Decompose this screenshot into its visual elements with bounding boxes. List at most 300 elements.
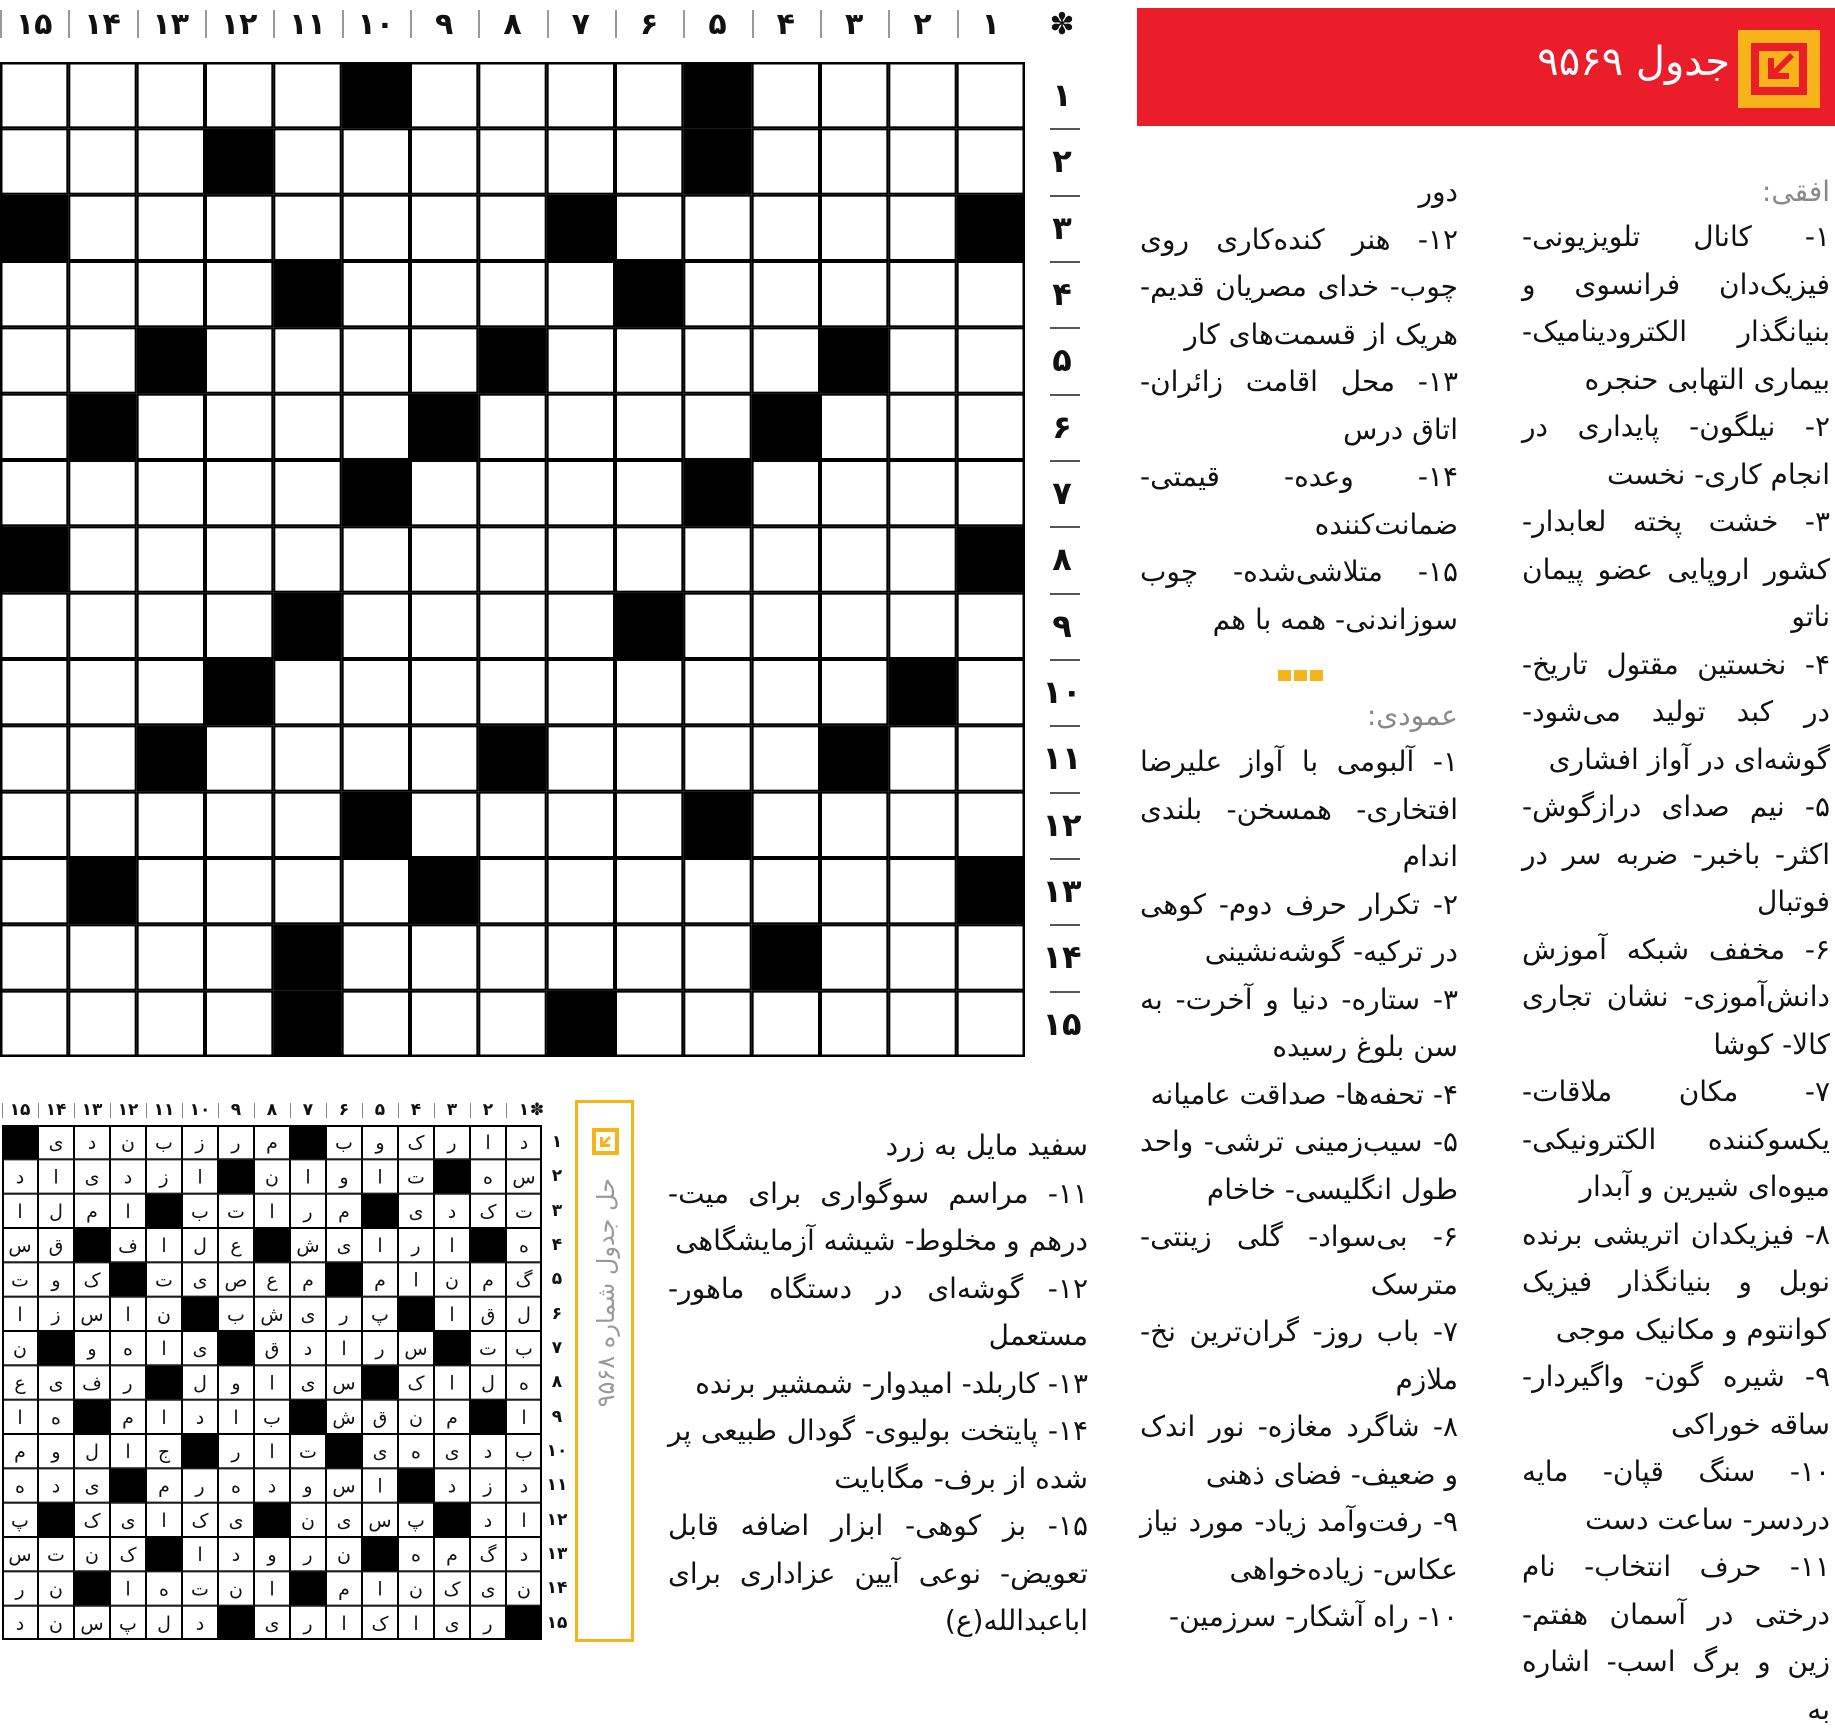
grid-cell[interactable] xyxy=(753,196,819,260)
grid-cell[interactable] xyxy=(889,196,955,260)
grid-cell[interactable] xyxy=(343,395,409,459)
grid-cell[interactable] xyxy=(1,859,67,923)
grid-cell[interactable] xyxy=(684,925,750,989)
solution-black-cell xyxy=(183,1297,218,1330)
grid-cell[interactable] xyxy=(1,660,67,724)
grid-cell[interactable] xyxy=(69,925,135,989)
grid-cell[interactable] xyxy=(138,196,204,260)
solution-letter: ک xyxy=(191,1509,209,1532)
across-clues-column-2: دور ۱۲- هنر کنده‌کاری روی چوب- خدای مصریان قدیم- هریک از قسمت‌های کار ۱۳- محل اقامت زائران- اتاق درس ۱۴- وعده- قیمتی- ضمانت‌کننده ۱۵- متلاشی‌شده- چوب سوزاندنی- همه با هم xyxy=(1140,175,1458,636)
black-cell xyxy=(274,262,340,326)
grid-cell[interactable] xyxy=(206,992,272,1056)
solution-black-cell xyxy=(471,1229,506,1262)
column-separator xyxy=(547,10,549,38)
grid-cell[interactable] xyxy=(206,859,272,923)
solution-column-separator xyxy=(326,1103,327,1118)
solution-letter: م xyxy=(122,1406,134,1429)
grid-cell[interactable] xyxy=(343,992,409,1056)
grid-cell[interactable] xyxy=(274,527,340,591)
grid-cell[interactable] xyxy=(411,793,477,857)
puzzle-title: جدول ۹۵۶۹ xyxy=(1537,39,1730,85)
grid-cell[interactable] xyxy=(616,196,682,260)
solution-letter: د xyxy=(447,1475,457,1498)
solution-letter: م xyxy=(446,1406,458,1429)
solution-letter: و xyxy=(87,1338,97,1361)
grid-cell[interactable] xyxy=(753,992,819,1056)
grid-cell[interactable] xyxy=(206,461,272,525)
grid-cell[interactable] xyxy=(753,660,819,724)
grid-cell[interactable] xyxy=(548,461,614,525)
black-cell xyxy=(343,461,409,525)
solution-letter: ن xyxy=(409,1406,423,1429)
solution-letter: ب xyxy=(227,1303,245,1326)
solution-letter: ا xyxy=(197,1166,203,1189)
grid-cell[interactable] xyxy=(343,925,409,989)
solution-column-separator xyxy=(254,1103,255,1118)
grid-cell[interactable] xyxy=(616,527,682,591)
grid-cell[interactable] xyxy=(821,992,887,1056)
solution-letter: ف xyxy=(82,1372,102,1395)
grid-cell[interactable] xyxy=(479,660,545,724)
solution-letter: ن xyxy=(265,1166,279,1189)
grid-cell[interactable] xyxy=(138,925,204,989)
grid-cell[interactable] xyxy=(616,129,682,193)
grid-cell[interactable] xyxy=(411,992,477,1056)
grid-cell[interactable] xyxy=(479,196,545,260)
grid-cell[interactable] xyxy=(753,461,819,525)
grid-cell[interactable] xyxy=(548,63,614,127)
solution-letter: ا xyxy=(269,1441,275,1464)
solution-letter: ا xyxy=(341,1338,347,1361)
grid-cell[interactable] xyxy=(1,395,67,459)
black-cell xyxy=(684,461,750,525)
solution-black-cell xyxy=(3,1126,38,1159)
solution-column-separator xyxy=(2,1103,3,1118)
grid-cell[interactable] xyxy=(889,328,955,392)
solution-letter: ر xyxy=(339,1303,349,1326)
grid-cell[interactable] xyxy=(616,859,682,923)
grid-cell[interactable] xyxy=(958,925,1024,989)
grid-cell[interactable] xyxy=(958,395,1024,459)
grid-cell[interactable] xyxy=(684,262,750,326)
grid-cell[interactable] xyxy=(69,129,135,193)
grid-cell[interactable] xyxy=(684,859,750,923)
black-cell xyxy=(343,793,409,857)
grid-cell[interactable] xyxy=(411,63,477,127)
grid-cell[interactable] xyxy=(684,726,750,790)
solution-black-cell xyxy=(183,1435,218,1468)
grid-cell[interactable] xyxy=(684,594,750,658)
column-separator xyxy=(68,10,70,38)
grid-cell[interactable] xyxy=(479,527,545,591)
grid-cell[interactable] xyxy=(889,63,955,127)
grid-cell[interactable] xyxy=(274,328,340,392)
grid-cell[interactable] xyxy=(684,660,750,724)
grid-cell[interactable] xyxy=(274,63,340,127)
grid-cell[interactable] xyxy=(548,262,614,326)
grid-cell[interactable] xyxy=(69,196,135,260)
solution-letter: ی xyxy=(228,1509,244,1532)
grid-cell[interactable] xyxy=(274,793,340,857)
grid-cell[interactable] xyxy=(889,395,955,459)
grid-cell[interactable] xyxy=(69,594,135,658)
grid-cell[interactable] xyxy=(69,527,135,591)
solution-letter: ا xyxy=(449,1303,455,1326)
solution-letter: ا xyxy=(125,1200,131,1223)
row-label: ۱۳ xyxy=(1042,872,1082,910)
grid-cell[interactable] xyxy=(69,328,135,392)
solution-letter: پ xyxy=(11,1509,29,1532)
solution-letter: ز xyxy=(159,1166,169,1189)
grid-cell[interactable] xyxy=(69,660,135,724)
solution-letter: و xyxy=(375,1132,385,1155)
solution-letter: ر xyxy=(195,1475,205,1498)
solution-letter: د xyxy=(519,1544,529,1567)
grid-cell[interactable] xyxy=(343,129,409,193)
black-cell xyxy=(69,395,135,459)
column-separator xyxy=(410,10,412,38)
grid-cell[interactable] xyxy=(343,859,409,923)
column-label: ۳ xyxy=(845,7,864,42)
solution-black-cell xyxy=(219,1160,254,1193)
row-separator xyxy=(1050,327,1080,329)
grid-cell[interactable] xyxy=(548,859,614,923)
grid-cell[interactable] xyxy=(274,129,340,193)
grid-cell[interactable] xyxy=(479,594,545,658)
grid-cell[interactable] xyxy=(138,660,204,724)
grid-cell[interactable] xyxy=(1,726,67,790)
solution-letter: ا xyxy=(341,1612,347,1635)
grid-cell[interactable] xyxy=(206,925,272,989)
grid-cell[interactable] xyxy=(889,726,955,790)
row-label: ۱۵ xyxy=(1042,1004,1082,1043)
grid-cell[interactable] xyxy=(138,594,204,658)
grid-cell[interactable] xyxy=(206,262,272,326)
grid-cell[interactable] xyxy=(343,196,409,260)
solution-letter: ا xyxy=(125,1303,131,1326)
grid-cell[interactable] xyxy=(958,793,1024,857)
solution-letter: ل xyxy=(481,1372,495,1395)
black-cell xyxy=(753,925,819,989)
grid-cell[interactable] xyxy=(821,527,887,591)
grid-cell[interactable] xyxy=(274,196,340,260)
solution-row-label: ۶ xyxy=(551,1303,563,1324)
solution-letter: م xyxy=(266,1132,278,1155)
solution-letter: ل xyxy=(193,1372,207,1395)
solution-letter: م xyxy=(374,1269,386,1292)
grid-cell[interactable] xyxy=(343,660,409,724)
grid-cell[interactable] xyxy=(821,196,887,260)
grid-cell[interactable] xyxy=(411,660,477,724)
solution-column-label: ۳ xyxy=(446,1100,458,1120)
grid-cell[interactable] xyxy=(889,461,955,525)
grid-cell[interactable] xyxy=(548,660,614,724)
solution-letter: س xyxy=(80,1612,104,1635)
solution-letter: ت xyxy=(407,1166,425,1189)
grid-cell[interactable] xyxy=(343,328,409,392)
grid-cell[interactable] xyxy=(821,461,887,525)
grid-cell[interactable] xyxy=(1,63,67,127)
column-label: ۲ xyxy=(913,7,932,42)
grid-cell[interactable] xyxy=(753,527,819,591)
grid-cell[interactable] xyxy=(206,594,272,658)
solution-letter: س xyxy=(8,1544,32,1567)
grid-cell[interactable] xyxy=(889,992,955,1056)
grid-cell[interactable] xyxy=(821,129,887,193)
grid-cell[interactable] xyxy=(411,594,477,658)
solution-black-cell xyxy=(219,1606,254,1639)
grid-cell[interactable] xyxy=(821,925,887,989)
solution-black-cell xyxy=(291,1400,326,1433)
grid-cell[interactable] xyxy=(616,328,682,392)
grid-cell[interactable] xyxy=(69,63,135,127)
grid-cell[interactable] xyxy=(479,262,545,326)
solution-letter: ی xyxy=(444,1441,460,1464)
solution-letter: ک xyxy=(407,1372,425,1395)
solution-letter: ب xyxy=(191,1200,209,1223)
solution-letter: ا xyxy=(377,1578,383,1601)
grid-cell[interactable] xyxy=(616,925,682,989)
solution-black-cell xyxy=(471,1400,506,1433)
grid-cell[interactable] xyxy=(616,63,682,127)
grid-cell[interactable] xyxy=(274,461,340,525)
solution-letter: س xyxy=(8,1235,32,1258)
solution-letter: س xyxy=(332,1372,356,1395)
grid-cell[interactable] xyxy=(69,262,135,326)
solution-letter: ل xyxy=(157,1612,171,1635)
grid-cell[interactable] xyxy=(138,395,204,459)
grid-cell[interactable] xyxy=(411,726,477,790)
grid-cell[interactable] xyxy=(138,992,204,1056)
grid-cell[interactable] xyxy=(1,594,67,658)
grid-cell[interactable] xyxy=(753,328,819,392)
grid-cell[interactable] xyxy=(411,196,477,260)
grid-cell[interactable] xyxy=(753,129,819,193)
grid-cell[interactable] xyxy=(889,527,955,591)
grid-cell[interactable] xyxy=(753,262,819,326)
solution-letter: ی xyxy=(192,1269,208,1292)
grid-cell[interactable] xyxy=(69,461,135,525)
grid-cell[interactable] xyxy=(274,726,340,790)
grid-cell[interactable] xyxy=(69,992,135,1056)
grid-cell[interactable] xyxy=(274,859,340,923)
grid-cell[interactable] xyxy=(821,594,887,658)
grid-cell[interactable] xyxy=(274,395,340,459)
grid-cell[interactable] xyxy=(753,63,819,127)
grid-cell[interactable] xyxy=(548,527,614,591)
grid-cell[interactable] xyxy=(958,328,1024,392)
grid-cell[interactable] xyxy=(411,461,477,525)
grid-cell[interactable] xyxy=(889,262,955,326)
grid-cell[interactable] xyxy=(548,726,614,790)
solution-row-label: ۱۳ xyxy=(546,1544,568,1564)
column-separator xyxy=(683,10,685,38)
grid-cell[interactable] xyxy=(958,992,1024,1056)
grid-cell[interactable] xyxy=(548,925,614,989)
black-cell xyxy=(138,328,204,392)
grid-cell[interactable] xyxy=(684,196,750,260)
grid-cell[interactable] xyxy=(479,395,545,459)
black-cell xyxy=(343,63,409,127)
column-separator xyxy=(752,10,754,38)
grid-cell[interactable] xyxy=(889,793,955,857)
grid-cell[interactable] xyxy=(479,461,545,525)
grid-cell[interactable] xyxy=(753,793,819,857)
row-label: ۱۲ xyxy=(1042,805,1082,844)
grid-cell[interactable] xyxy=(821,63,887,127)
grid-cell[interactable] xyxy=(343,527,409,591)
solution-letter: ر xyxy=(303,1612,313,1635)
grid-cell[interactable] xyxy=(616,726,682,790)
grid-cell[interactable] xyxy=(206,527,272,591)
column-label: ۴ xyxy=(776,7,795,42)
solution-letter: گ xyxy=(479,1544,497,1567)
grid-cell[interactable] xyxy=(138,63,204,127)
grid-cell[interactable] xyxy=(616,793,682,857)
grid-cell[interactable] xyxy=(958,129,1024,193)
grid-cell[interactable] xyxy=(1,262,67,326)
grid-cell[interactable] xyxy=(684,328,750,392)
grid-cell[interactable] xyxy=(821,793,887,857)
grid-cell[interactable] xyxy=(274,660,340,724)
column-separator xyxy=(205,10,207,38)
solution-letter: د xyxy=(123,1166,133,1189)
grid-cell[interactable] xyxy=(616,461,682,525)
solution-letter: ت xyxy=(299,1441,317,1464)
grid-cell[interactable] xyxy=(138,793,204,857)
black-cell xyxy=(958,196,1024,260)
grid-cell[interactable] xyxy=(479,129,545,193)
solution-black-cell xyxy=(111,1263,146,1296)
grid-cell[interactable] xyxy=(206,793,272,857)
solution-row-label: ۷ xyxy=(551,1338,563,1358)
grid-cell[interactable] xyxy=(479,992,545,1056)
grid-cell[interactable] xyxy=(958,594,1024,658)
solution-letter: ت xyxy=(11,1269,29,1292)
grid-cell[interactable] xyxy=(1,461,67,525)
grid-cell[interactable] xyxy=(684,395,750,459)
solution-letter: ا xyxy=(521,1509,527,1532)
grid-cell[interactable] xyxy=(206,328,272,392)
column-separator xyxy=(137,10,139,38)
grid-cell[interactable] xyxy=(138,859,204,923)
column-label: ۱۵ xyxy=(15,7,53,42)
grid-cell[interactable] xyxy=(821,395,887,459)
grid-cell[interactable] xyxy=(206,196,272,260)
grid-cell[interactable] xyxy=(1,328,67,392)
grid-cell[interactable] xyxy=(411,129,477,193)
solution-letter: ب xyxy=(263,1406,281,1429)
column-separator xyxy=(820,10,822,38)
solution-letter: د xyxy=(519,1475,529,1498)
grid-cell[interactable] xyxy=(206,726,272,790)
solution-letter: م xyxy=(86,1200,98,1223)
solution-letter: ا xyxy=(53,1166,59,1189)
grid-cell[interactable] xyxy=(958,262,1024,326)
grid-cell[interactable] xyxy=(479,63,545,127)
solution-star-symbol: ✽ xyxy=(529,1100,545,1120)
row-label: ۱۰ xyxy=(1042,673,1082,711)
grid-cell[interactable] xyxy=(138,527,204,591)
grid-cell[interactable] xyxy=(411,262,477,326)
grid-cell[interactable] xyxy=(958,461,1024,525)
grid-cell[interactable] xyxy=(343,594,409,658)
grid-cell[interactable] xyxy=(1,129,67,193)
grid-cell[interactable] xyxy=(138,129,204,193)
solution-label: حل جدول شماره ۹۵۶۸ xyxy=(592,1178,620,1408)
grid-cell[interactable] xyxy=(889,859,955,923)
grid-cell[interactable] xyxy=(548,328,614,392)
black-cell xyxy=(548,992,614,1056)
black-cell xyxy=(684,129,750,193)
grid-cell[interactable] xyxy=(616,395,682,459)
grid-cell[interactable] xyxy=(1,925,67,989)
grid-cell[interactable] xyxy=(206,63,272,127)
solution-letter: ی xyxy=(264,1612,280,1635)
grid-cell[interactable] xyxy=(411,925,477,989)
solution-letter: ن xyxy=(157,1303,171,1326)
solution-letter: م xyxy=(302,1269,314,1292)
solution-letter: ه xyxy=(231,1475,241,1498)
grid-cell[interactable] xyxy=(821,660,887,724)
grid-cell[interactable] xyxy=(479,925,545,989)
grid-cell[interactable] xyxy=(753,726,819,790)
grid-cell[interactable] xyxy=(138,461,204,525)
grid-cell[interactable] xyxy=(753,859,819,923)
row-separator xyxy=(1050,991,1080,993)
column-separator xyxy=(342,10,344,38)
grid-cell[interactable] xyxy=(343,726,409,790)
grid-cell[interactable] xyxy=(343,262,409,326)
grid-cell[interactable] xyxy=(821,262,887,326)
solution-row-label: ۱۱ xyxy=(546,1475,568,1496)
star-symbol: ✽ xyxy=(1049,7,1075,42)
grid-cell[interactable] xyxy=(958,660,1024,724)
solution-black-cell xyxy=(147,1194,182,1227)
grid-cell[interactable] xyxy=(411,527,477,591)
grid-cell[interactable] xyxy=(548,395,614,459)
grid-cell[interactable] xyxy=(479,859,545,923)
solution-letter: ر xyxy=(411,1235,421,1258)
grid-cell[interactable] xyxy=(69,793,135,857)
grid-cell[interactable] xyxy=(684,527,750,591)
solution-black-cell xyxy=(39,1332,74,1365)
grid-cell[interactable] xyxy=(821,859,887,923)
grid-cell[interactable] xyxy=(138,262,204,326)
grid-cell[interactable] xyxy=(479,793,545,857)
grid-cell[interactable] xyxy=(889,129,955,193)
solution-logo-icon xyxy=(592,1128,619,1155)
grid-cell[interactable] xyxy=(889,925,955,989)
grid-cell[interactable] xyxy=(1,992,67,1056)
grid-cell[interactable] xyxy=(548,129,614,193)
grid-cell[interactable] xyxy=(411,328,477,392)
grid-cell[interactable] xyxy=(684,992,750,1056)
grid-cell[interactable] xyxy=(753,594,819,658)
grid-cell[interactable] xyxy=(69,726,135,790)
grid-cell[interactable] xyxy=(616,992,682,1056)
grid-cell[interactable] xyxy=(616,660,682,724)
grid-cell[interactable] xyxy=(958,63,1024,127)
solution-letter: ه xyxy=(483,1166,493,1189)
solution-letter: د xyxy=(195,1612,205,1635)
grid-cell[interactable] xyxy=(548,594,614,658)
grid-cell[interactable] xyxy=(889,594,955,658)
grid-cell[interactable] xyxy=(206,395,272,459)
grid-cell[interactable] xyxy=(958,726,1024,790)
grid-cell[interactable] xyxy=(548,793,614,857)
grid-cell[interactable] xyxy=(1,793,67,857)
